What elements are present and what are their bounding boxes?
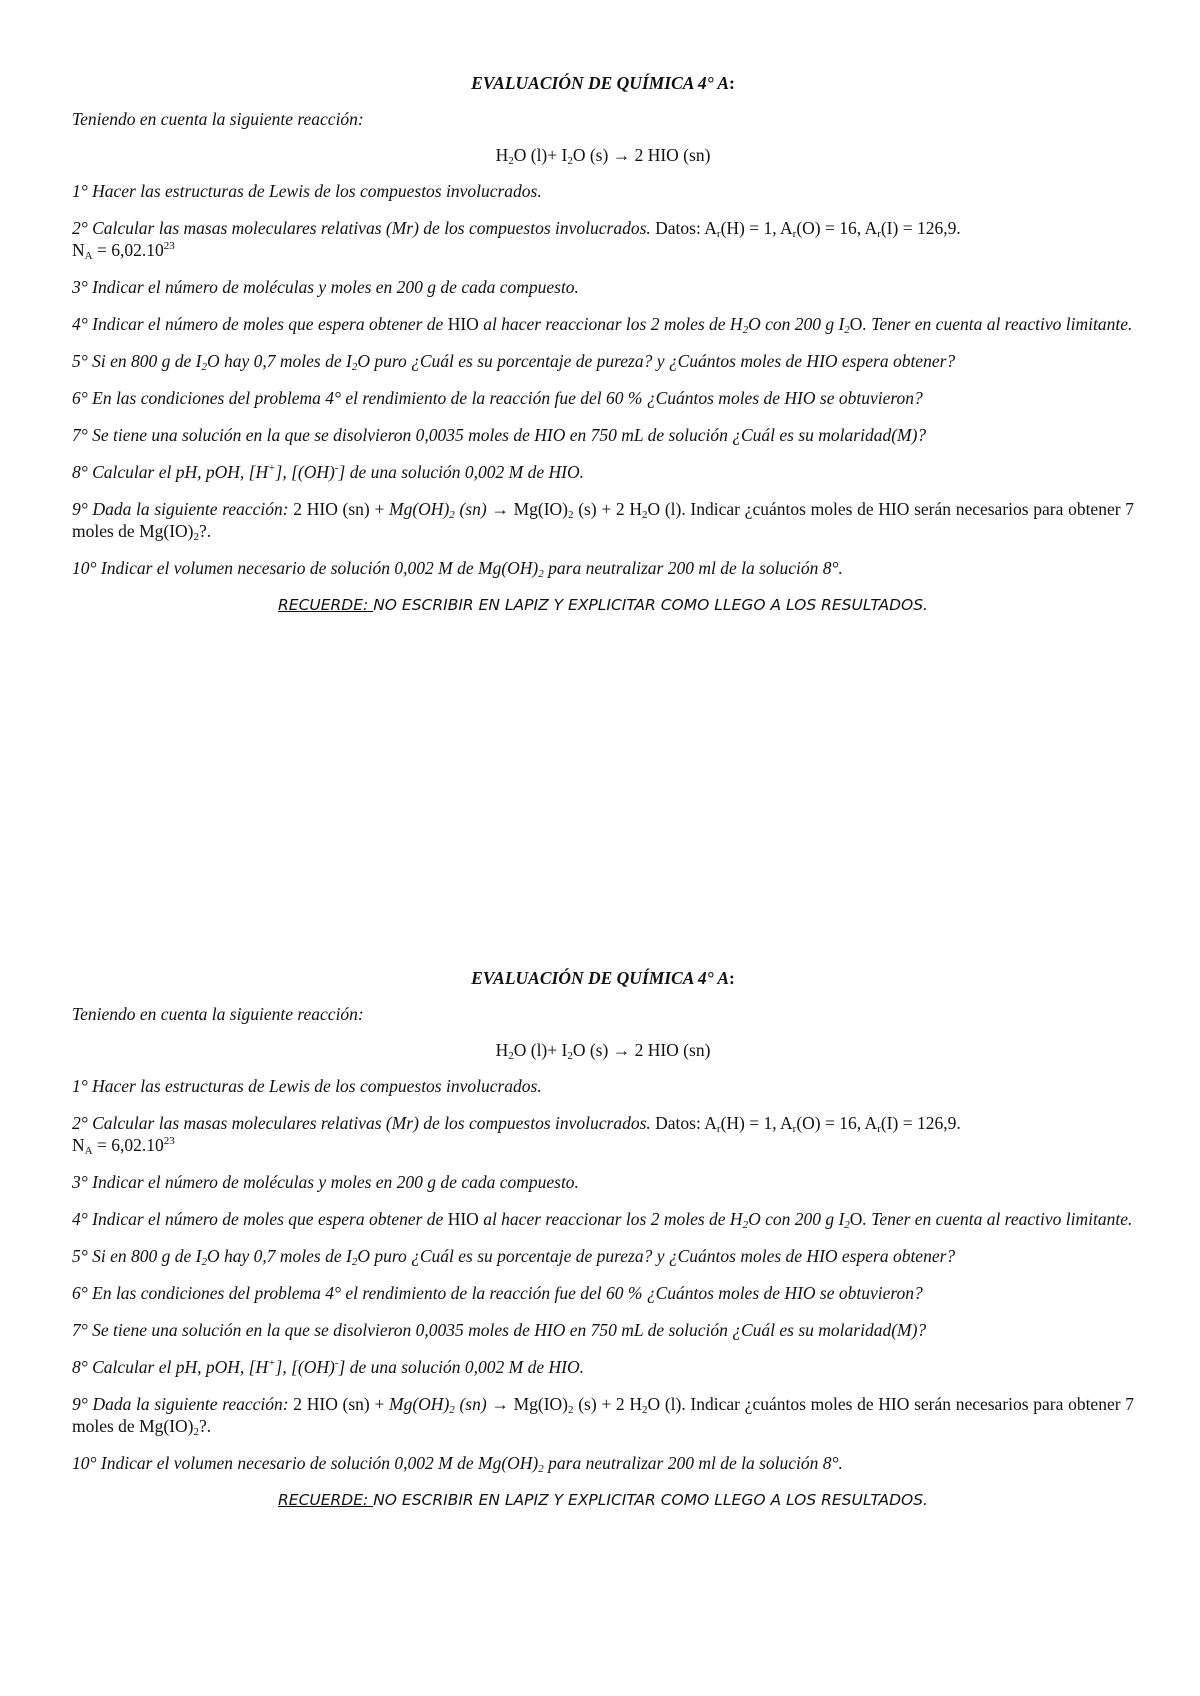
reaction-equation: $H_2O$ $(l)+ I_2O$ (s) → 2 HIO (sn) [495, 145, 711, 167]
reminder-note [72, 594, 1134, 616]
reaction-equation: $H_2O$ $(l)+ I_2O$ (s) → 2 HIO (sn) [495, 1040, 711, 1062]
intro-text: Teniendo en cuenta la siguiente reacción: [72, 1004, 364, 1024]
question-2: 2° Calcular las masas moleculares relativas (Mr) de los compuestos involucrados. Datos: $A_r(H) = 1$, $A_r(O) = 16$, $A_r(I) = 126,9$. $N_A = 6,02.10^{23}$ [72, 218, 961, 262]
reminder-label: RECUERDE: [278, 1491, 374, 1509]
reminder-text: NO ESCRIBIR EN LAPIZ Y EXPLICITAR COMO LLEGO A LOS RESULTADOS. [373, 1491, 928, 1509]
question-10: 10° Indicar el volumen necesario de solución 0,002 M de $Mg(OH)_2$ para neutralizar 200 ml de la solución 8°. [72, 1453, 843, 1475]
reminder-label: RECUERDE: [278, 596, 374, 614]
question-6: 6° En las condiciones del problema 4° el rendimiento de la reacción fue del 60 % ¿Cuántos moles de HIO se obtuvieron? [72, 1283, 923, 1303]
exam-title [72, 72, 1134, 94]
question-7: 7° Se tiene una solución en la que se disolvieron 0,0035 moles de HIO en 750 mL de solución ¿Cuál es su molaridad(M)? [72, 1320, 927, 1340]
question-2: 2° Calcular las masas moleculares relativas (Mr) de los compuestos involucrados. Datos: $A_r(H) = 1$, $A_r(O) = 16$, $A_r(I) = 126,9$. $N_A = 6,02.10^{23}$ [72, 1113, 961, 1157]
question-6: 6° En las condiciones del problema 4° el rendimiento de la reacción fue del 60 % ¿Cuántos moles de HIO se obtuvieron? [72, 388, 923, 408]
question-9: 9° Dada la siguiente reacción: 2 HIO $(sn) + Mg(OH)_2$ $(sn) \to Mg(IO)_2$ (s) + 2 $H_2O$ (l). Indicar ¿cuántos moles de HIO serán necesarios para obtener 7 moles de $Mg(IO)_2$?. [72, 499, 1134, 543]
exam-title-colon: : [729, 968, 735, 988]
intro-text: Teniendo en cuenta la siguiente reacción: [72, 109, 364, 129]
exam-title [72, 967, 1134, 989]
question-1: 1° Hacer las estructuras de Lewis de los compuestos involucrados. [72, 181, 542, 201]
exam-title-text: EVALUACIÓN DE QUÍMICA 4° A [471, 73, 730, 93]
question-4: 4° Indicar el número de moles que espera obtener de HIO al hacer reaccionar los 2 moles de $H_2O$ con 200 g $I_2O$. Tener en cuenta al reactivo limitante. [72, 314, 1133, 336]
reminder-note [72, 1489, 1134, 1511]
question-8: 8° Calcular el pH, pOH, [H+], [(OH)-] de una solución 0,002 M de HIO. [72, 1357, 584, 1377]
reminder-text: NO ESCRIBIR EN LAPIZ Y EXPLICITAR COMO LLEGO A LOS RESULTADOS. [373, 596, 928, 614]
question-5: 5° Si en 800 g de $I_2O$ hay 0,7 moles de $I_2O$ puro ¿Cuál es su porcentaje de pureza? y ¿Cuántos moles de HIO espera obtener? [72, 351, 956, 373]
question-1: 1° Hacer las estructuras de Lewis de los compuestos involucrados. [72, 1076, 542, 1096]
exam-sheet-1 [72, 72, 1134, 616]
question-4: 4° Indicar el número de moles que espera obtener de HIO al hacer reaccionar los 2 moles de $H_2O$ con 200 g $I_2O$. Tener en cuenta al reactivo limitante. [72, 1209, 1133, 1231]
question-3: 3° Indicar el número de moléculas y moles en 200 g de cada compuesto. [72, 277, 579, 297]
question-8: 8° Calcular el pH, pOH, [H+], [(OH)-] de una solución 0,002 M de HIO. [72, 462, 584, 482]
question-7: 7° Se tiene una solución en la que se disolvieron 0,0035 moles de HIO en 750 mL de solución ¿Cuál es su molaridad(M)? [72, 425, 927, 445]
exam-title-colon: : [729, 73, 735, 93]
question-9: 9° Dada la siguiente reacción: 2 HIO $(sn) + Mg(OH)_2$ $(sn) \to Mg(IO)_2$ (s) + 2 $H_2O$ (l). Indicar ¿cuántos moles de HIO serán necesarios para obtener 7 moles de $Mg(IO)_2$?. [72, 1394, 1134, 1438]
exam-sheet-2 [72, 967, 1134, 1511]
question-3: 3° Indicar el número de moléculas y moles en 200 g de cada compuesto. [72, 1172, 579, 1192]
exam-title-text: EVALUACIÓN DE QUÍMICA 4° A [471, 968, 730, 988]
question-5: 5° Si en 800 g de $I_2O$ hay 0,7 moles de $I_2O$ puro ¿Cuál es su porcentaje de pureza? y ¿Cuántos moles de HIO espera obtener? [72, 1246, 956, 1268]
question-10: 10° Indicar el volumen necesario de solución 0,002 M de $Mg(OH)_2$ para neutralizar 200 ml de la solución 8°. [72, 558, 843, 580]
